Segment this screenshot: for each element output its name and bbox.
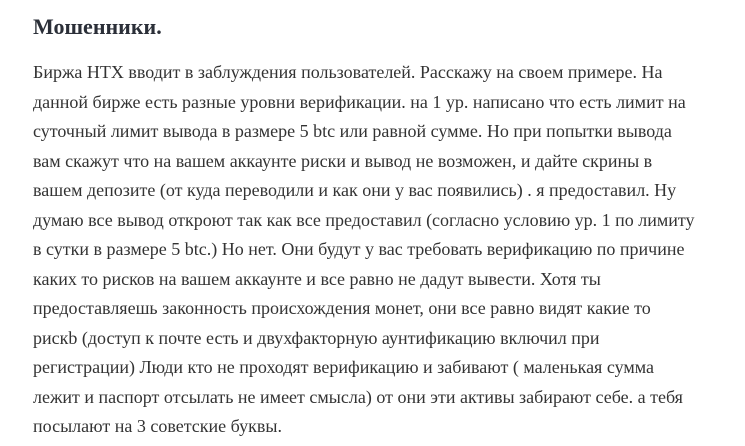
review-title: Мошенники.: [33, 14, 162, 39]
review-body-line: регистрации) Люди кто не проходят верификацию и забивают ( маленькая сумма: [33, 357, 654, 377]
review-body-line: данной бирже есть разные уровни верификации. на 1 ур. написано что есть лимит на: [33, 91, 686, 112]
review-body-line: вам скажут что на вашем аккаунте риски и вывод не возможен, и дайте скрины в: [33, 150, 653, 171]
review-body-line: Биржа HTX вводит в заблуждения пользователей. Расскажу на своем примере. На: [33, 62, 663, 82]
review-body-line: лежит и паспорт отсылать не имеет смысла) от они эти активы забирают себе. а тебя: [33, 386, 683, 407]
review-body-line: каких то рисков на вашем аккаунте и все равно не дадут вывести. Хотя ты: [33, 268, 601, 289]
review-body-line: вашем депозите (от куда переводили и как они у вас появились) . я предоставил. Ну: [33, 180, 677, 200]
review-block: [33, 10, 739, 442]
review-body-line: посылают на 3 советские буквы.: [33, 416, 282, 436]
review-body-line: рискb (доступ к почте есть и двухфакторную аунтификацию включил при: [33, 327, 600, 348]
review-body-line: в сутки в размере 5 btc.) Но нет. Они будут у вас требовать верификацию по причине: [33, 239, 685, 259]
review-body-line: суточный лимит вывода в размере 5 btc или равной сумме. Но при попытки вывода: [33, 121, 672, 141]
review-body: [33, 58, 739, 442]
review-body-line: предоставляешь законность происхождения монет, они все равно видят какие то: [33, 298, 651, 318]
review-body-line: думаю все вывод откроют так как все предоставил (согласно условию ур. 1 по лимиту: [33, 209, 695, 230]
